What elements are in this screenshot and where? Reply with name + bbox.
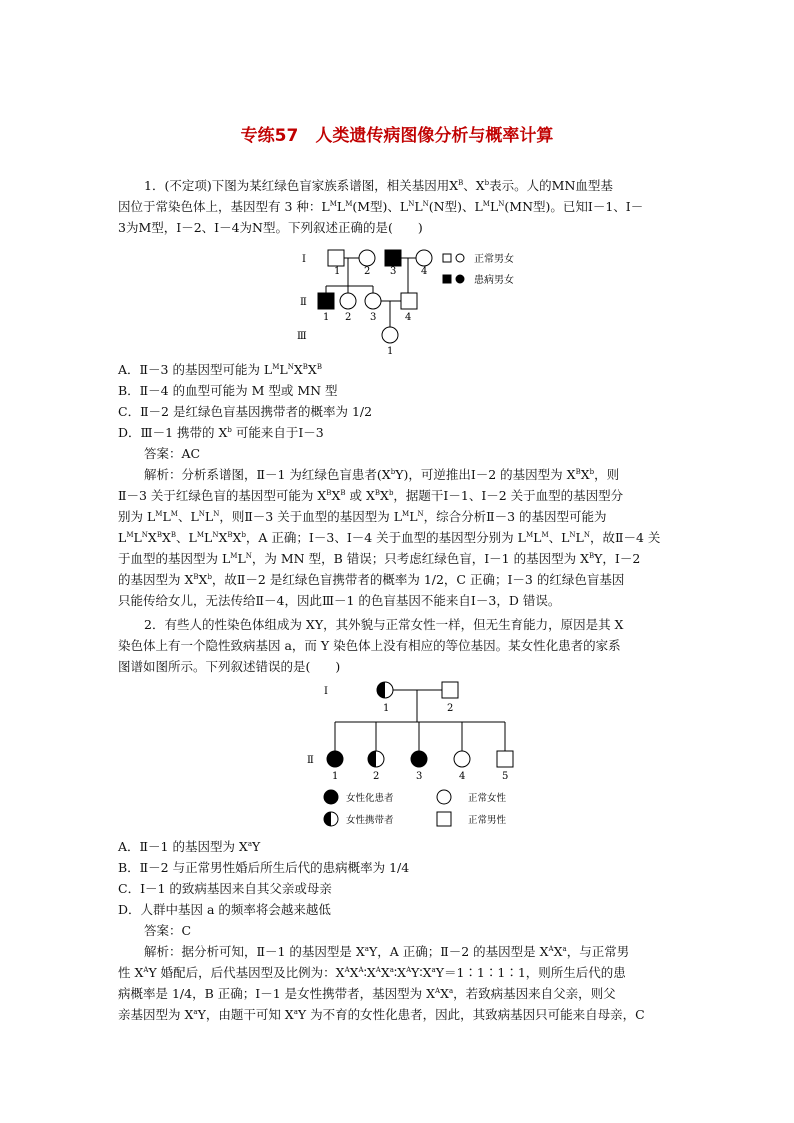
individual-number: 2: [364, 266, 371, 277]
individual-number: 4: [459, 771, 466, 782]
q1-analysis-line: 别为 $L^ML^M$、$L^NL^N$，则Ⅱ－3 关于血型的基因型为 $L^ML^N$，综合分析Ⅱ－3 的基因型可能为: [118, 509, 607, 524]
individual-number: 4: [421, 266, 428, 277]
q2-stem-line: 2．有些人的性染色体组成为 XY，其外貌与正常女性一样，但无生育能力，原因是其 X: [144, 617, 624, 632]
legend-label: 女性化患者: [346, 793, 394, 804]
normal-male-symbol: [497, 751, 513, 767]
legend-label: 正常女性: [468, 793, 507, 804]
affected-female-symbol: [327, 751, 343, 767]
normal-female-symbol: [359, 250, 375, 266]
pedigree-1-legend: [443, 252, 514, 286]
individual-number: 2: [447, 703, 454, 714]
individual-number: 1: [334, 266, 341, 277]
q2-analysis-line: 性 $X^AY$ 婚配后，后代基因型及比例为：$X^AX^A∶X^AX^a∶X^AY∶X^aY=1∶1∶1∶1$，则所生后代的患: [118, 965, 626, 980]
generation-label: Ⅰ: [324, 686, 328, 697]
individual-number: 5: [502, 771, 509, 782]
normal-female-symbol: [416, 250, 432, 266]
pedigree-2-legend: [324, 790, 507, 826]
normal-female-symbol: [454, 751, 470, 767]
individual-number: 3: [370, 312, 377, 323]
pedigree-1-gen1-symbols: [328, 250, 432, 266]
normal-female-symbol: [340, 293, 356, 309]
legend-label: 患病男女: [474, 275, 514, 286]
carrier-female-symbol: [377, 682, 393, 698]
q1-analysis-line: 的基因型为 $X^BX^b$，故Ⅱ－2 是红绿色盲携带者的概率为 1/2，C 正确；Ⅰ－3 的红绿色盲基因: [118, 572, 625, 587]
q1-stem-line: 1．(不定项)下图为某红绿色盲家族系谱图，相关基因用$X^B$、$X^b$表示。人的MN血型基: [144, 178, 613, 193]
normal-female-symbol: [365, 293, 381, 309]
legend-label: 正常男性: [468, 815, 507, 826]
q2-stem-line: 图谱如图所示。下列叙述错误的是( ): [118, 659, 341, 674]
pedigree-figure-2: [300, 676, 530, 831]
q2-analysis-line: 病概率是 1/4，B 正确；Ⅰ－1 是女性携带者，基因型为 $X^AX^a$，若致病基因来自父亲，则父: [118, 986, 616, 1001]
q2-stem-line: 染色体上有一个隐性致病基因 a，而 Y 染色体上没有相应的等位基因。某女性化患者的家系: [118, 638, 621, 653]
pedigree-figure-1: [290, 242, 550, 360]
page-title: 专练57 人类遗传病图像分析与概率计算: [240, 126, 554, 146]
normal-female-symbol: [382, 327, 398, 343]
q2-option-a: A．Ⅱ－1 的基因型为 $X^aY$: [118, 839, 261, 854]
q1-analysis-line: $L^ML^NX^BX^B$、$L^ML^NX^BX^b$，A 正确；Ⅰ－3、Ⅰ－4 关于血型的基因型分别为 $L^ML^M$、$L^NL^N$，故Ⅱ－4 关: [118, 530, 661, 545]
generation-label: Ⅱ: [307, 755, 314, 766]
q1-option-a: A．Ⅱ－3 的基因型可能为 $L^ML^NX^BX^B$: [118, 362, 322, 377]
individual-number: 2: [373, 771, 380, 782]
q1-analysis-line: 解析：分析系谱图，Ⅱ－1 为红绿色盲患者$(X^bY)$，可逆推出Ⅰ－2 的基因型为 $X^BX^b$，则: [144, 467, 620, 482]
q1-option-d: D．Ⅲ－1 携带的 $X^b$ 可能来自于Ⅰ－3: [118, 425, 324, 440]
individual-number: 1: [332, 771, 339, 782]
individual-number: 1: [323, 312, 330, 323]
affected-female-symbol: [411, 751, 427, 767]
q1-analysis-line: 于血型的基因型为 $L^ML^N$，为 MN 型，B 错误；只考虑红绿色盲，Ⅰ－1 的基因型为 $X^BY$，Ⅰ－2: [118, 551, 641, 566]
generation-label: Ⅲ: [297, 331, 307, 342]
generation-label: Ⅱ: [300, 297, 307, 308]
q2-option-c: C．Ⅰ－1 的致病基因来自其父亲或母亲: [118, 881, 332, 896]
individual-number: 3: [416, 771, 423, 782]
q1-answer: 答案：AC: [144, 446, 201, 461]
q2-analysis-line: 亲基因型为 $X^aY$，由题干可知 $X^aY$ 为不育的女性化患者，因此，其致病基因只可能来自母亲，C: [118, 1007, 645, 1022]
q2-analysis-line: 解析：据分析可知，Ⅱ－1 的基因型是 $X^aY$，A 正确；Ⅱ－2 的基因型是 $X^AX^a$，与正常男: [144, 944, 630, 959]
q1-option-c: C．Ⅱ－2 是红绿色盲基因携带者的概率为 1/2: [118, 404, 373, 419]
affected-male-symbol: [385, 250, 401, 266]
q1-stem-line: 因位于常染色体上，基因型有 3 种：$L^ML^M(M$型)、$L^NL^N(N$型)、$L^ML^N(MN$型)。已知Ⅰ－1、Ⅰ－: [118, 199, 644, 214]
affected-male-symbol: [318, 293, 334, 309]
q2-answer: 答案：C: [144, 923, 192, 938]
individual-number: 1: [383, 703, 390, 714]
individual-number: 4: [405, 312, 412, 323]
q1-option-b: B．Ⅱ－4 的血型可能为 M 型或 MN 型: [118, 383, 338, 398]
q2-option-d: D．人群中基因 a 的频率将会越来越低: [118, 902, 331, 917]
q1-analysis-line: Ⅱ－3 关于红绿色盲的基因型可能为 $X^BX^B$ 或 $X^BX^b$，据题干Ⅰ－1、Ⅰ－2 关于血型的基因型分: [118, 488, 624, 503]
individual-number: 2: [345, 312, 352, 323]
normal-male-symbol: [328, 250, 344, 266]
legend-label: 女性携带者: [346, 815, 394, 826]
carrier-female-symbol: [368, 751, 384, 767]
legend-label: 正常男女: [474, 254, 514, 265]
q1-stem-line: 3为M型，Ⅰ－2、Ⅰ－4为N型。下列叙述正确的是( ): [118, 220, 423, 235]
normal-male-symbol: [442, 682, 458, 698]
individual-number: 1: [387, 346, 394, 357]
generation-label: Ⅰ: [302, 254, 306, 265]
pedigree-1-gen2-symbols: [318, 293, 417, 309]
q1-analysis-line: 只能传给女儿，无法传给Ⅱ－4，因此Ⅲ－1 的色盲基因不能来自Ⅰ－3，D 错误。: [118, 593, 561, 608]
normal-male-symbol: [401, 293, 417, 309]
q2-option-b: B．Ⅱ－2 与正常男性婚后所生后代的患病概率为 1/4: [118, 860, 410, 875]
individual-number: 3: [390, 266, 397, 277]
